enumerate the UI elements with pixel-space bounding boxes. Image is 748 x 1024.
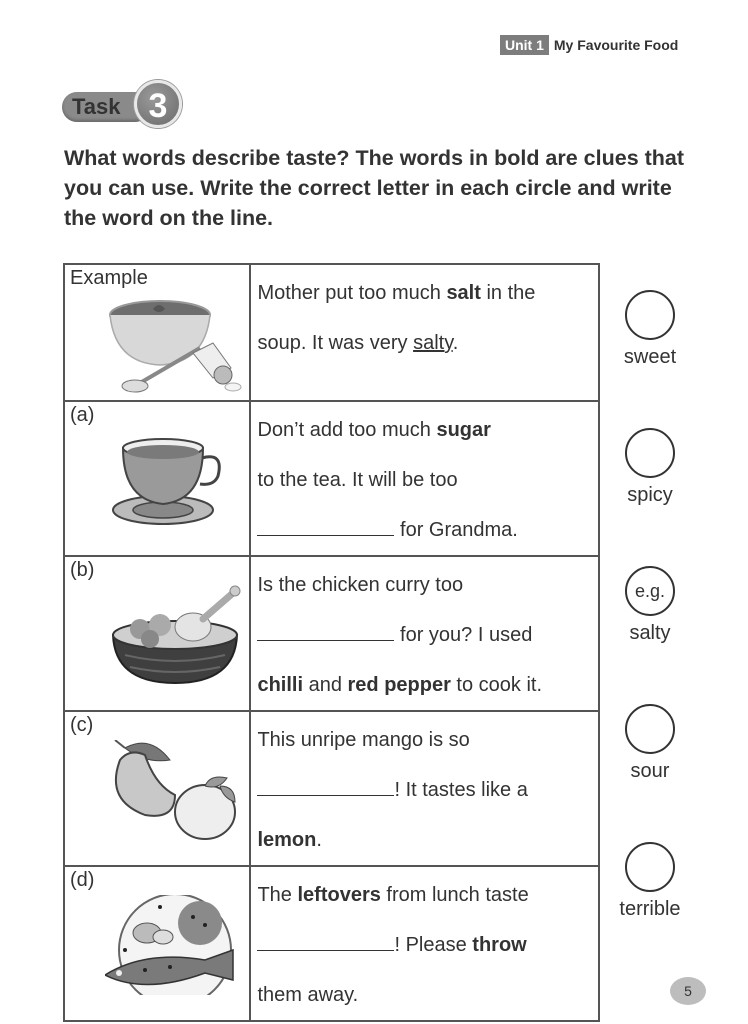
unit-badge: Unit 1 (500, 35, 549, 55)
sentence-text: for Grandma. (394, 519, 518, 541)
sentence-line (257, 318, 598, 368)
clue-word: red pepper (347, 674, 451, 696)
option-spicy (610, 428, 690, 507)
row-label: (b) (70, 559, 95, 581)
sentence-line (257, 870, 598, 920)
example-answer: salty (413, 332, 453, 354)
sentence-text: soup. It was very (257, 332, 414, 354)
row-label: (c) (70, 714, 94, 736)
sentence-text: This unripe mango is so (257, 729, 470, 751)
sentence (251, 867, 598, 1020)
option-sour (610, 704, 690, 783)
answer-circle[interactable]: e.g. (625, 566, 675, 616)
sentence-line (257, 268, 598, 318)
answer-blank[interactable] (257, 949, 394, 951)
option-word: sour (630, 760, 670, 782)
tea-cup-illustration (105, 430, 245, 530)
sentence (251, 712, 598, 865)
sentence-text: The (257, 884, 298, 906)
sentence-cell (250, 711, 599, 866)
image-cell (64, 711, 250, 866)
table-row (64, 866, 599, 1021)
clue-word: sugar (436, 419, 491, 441)
sentence-text: and (303, 674, 348, 696)
sentence-cell (250, 866, 599, 1021)
sentence-cell (250, 556, 599, 711)
clue-word: chilli (257, 674, 304, 696)
sentence-line (257, 405, 598, 455)
clue-word: lemon (257, 829, 317, 851)
sentence-text: to cook it. (450, 674, 543, 696)
clue-word: leftovers (297, 884, 381, 906)
sentence-line (257, 505, 598, 555)
leftover-plate-with-flies-illustration (105, 895, 245, 995)
answer-circle[interactable] (625, 428, 675, 478)
row-label: Example (70, 267, 148, 289)
sentence-text: from lunch taste (380, 884, 529, 906)
table-row (64, 556, 599, 711)
sentence-line (257, 455, 598, 505)
sentence-text: ! Please (394, 934, 473, 956)
sentence-cell (250, 401, 599, 556)
answer-blank[interactable] (257, 639, 394, 641)
task-number: 3 (134, 80, 182, 128)
sentence-line (257, 815, 598, 865)
image-cell (64, 866, 250, 1021)
option-word: terrible (619, 898, 681, 920)
unit-title: My Favourite Food (553, 37, 679, 53)
soup-bowl-with-salt-shaker-illustration (105, 293, 245, 393)
sentence-text: . (452, 332, 459, 354)
sentence-line (257, 715, 598, 765)
sentence-text: them away. (257, 984, 359, 1006)
chicken-curry-bowl-illustration (105, 585, 245, 685)
sentence-text: Is the chicken curry too (257, 574, 464, 596)
sentence-text: ! It tastes like a (394, 779, 528, 801)
image-cell (64, 264, 250, 401)
page-number: 5 (670, 977, 706, 1005)
sentence-text: Don’t add too much (257, 419, 437, 441)
answer-circle[interactable] (625, 290, 675, 340)
worksheet-table (63, 263, 600, 1022)
sentence-line (257, 660, 598, 710)
answer-circle[interactable] (625, 842, 675, 892)
table-row (64, 264, 599, 401)
answer-blank[interactable] (257, 534, 394, 536)
clue-word: salt (446, 282, 481, 304)
row-label: (d) (70, 869, 95, 891)
sentence-line (257, 610, 598, 660)
image-cell (64, 556, 250, 711)
sentence-line (257, 560, 598, 610)
unit-header (500, 35, 678, 55)
option-word: salty (629, 622, 671, 644)
sentence-text: to the tea. It will be too (257, 469, 458, 491)
sentence-text: . (316, 829, 322, 851)
option-word: sweet (623, 346, 677, 368)
sentence (251, 265, 598, 368)
sentence-text: for you? I used (394, 624, 533, 646)
answer-blank[interactable] (257, 794, 394, 796)
sentence-text: in the (480, 282, 536, 304)
sentence-line (257, 970, 598, 1020)
sentence (251, 402, 598, 555)
option-salty (610, 566, 690, 645)
sentence-line (257, 765, 598, 815)
answer-circle[interactable] (625, 704, 675, 754)
option-word: spicy (627, 484, 673, 506)
sentence-text: Mother put too much (257, 282, 447, 304)
mango-and-lemon-illustration (105, 740, 245, 840)
table-row (64, 401, 599, 556)
option-terrible (610, 842, 690, 921)
sentence-line (257, 920, 598, 970)
option-sweet (610, 290, 690, 369)
row-label: (a) (70, 404, 95, 426)
clue-word: throw (472, 934, 527, 956)
instructions: What words describe taste? The words in bold are clues that you can use. Write the correct letter in each circle and write the word on the line. (64, 146, 685, 230)
sentence-cell (250, 264, 599, 401)
task-label: Task (72, 94, 121, 119)
image-cell (64, 401, 250, 556)
sentence (251, 557, 598, 710)
task-badge (62, 80, 187, 132)
table-row (64, 711, 599, 866)
